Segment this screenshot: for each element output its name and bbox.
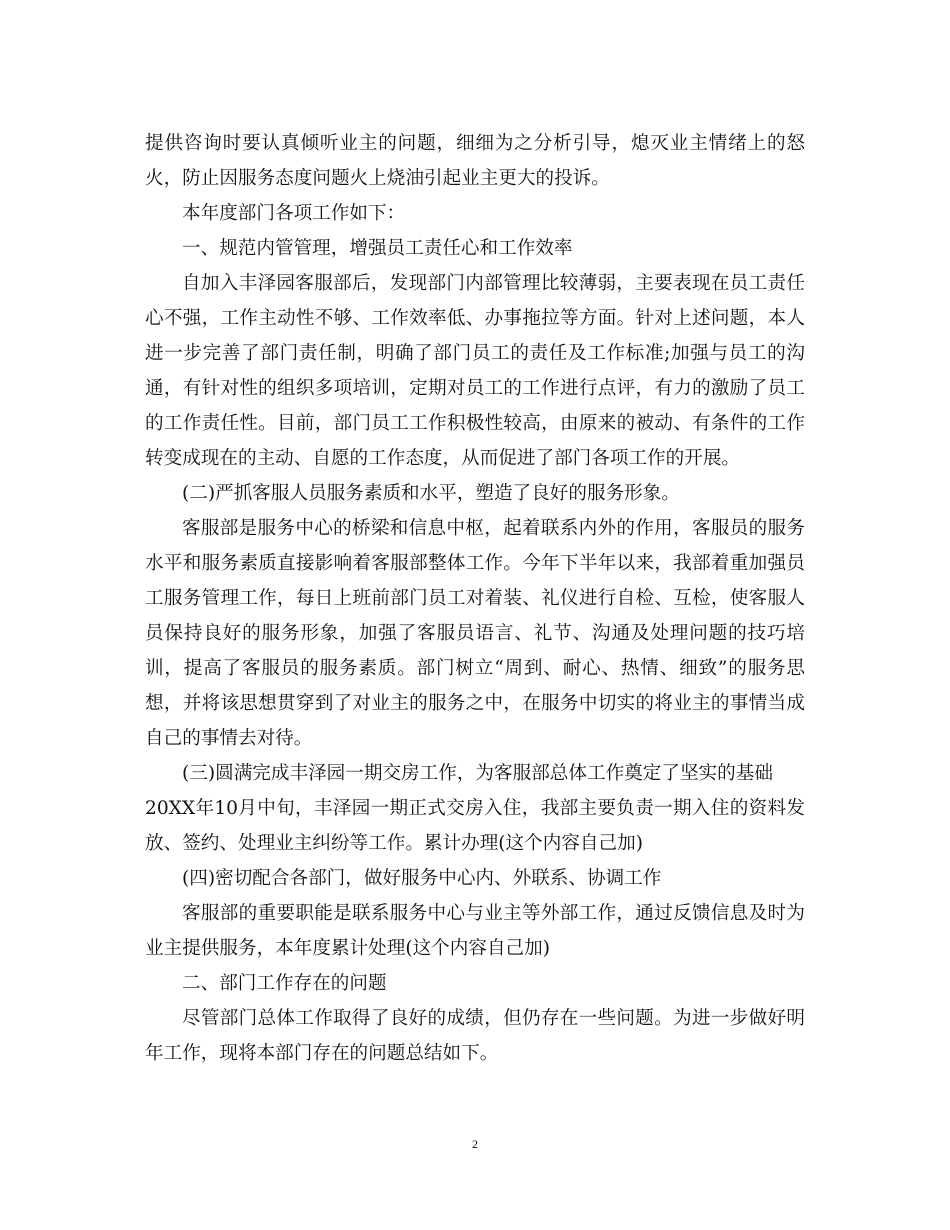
paragraph-line: 的工作责任性。目前，部门员工工作积极性较高，由原来的被动、有条件的工作: [145, 413, 805, 434]
paragraph-line: 自加入丰泽园客服部后，发现部门内部管理比较薄弱，主要表现在员工责任: [182, 273, 805, 294]
paragraph-line: 心不强，工作主动性不够、工作效率低、办事拖拉等方面。针对上述问题，本人: [145, 308, 805, 329]
paragraph-line: 水平和服务素质直接影响着客服部整体工作。今年下半年以来，我部着重加强员: [145, 553, 805, 574]
paragraph-line: 年工作，现将本部门存在的问题总结如下。: [145, 1043, 499, 1064]
paragraph-line: 员保持良好的服务形象，加强了客服员语言、礼节、沟通及处理问题的技巧培: [145, 623, 805, 644]
paragraph-line: 自己的事情去对待。: [145, 728, 313, 749]
section-heading: (三)圆满完成丰泽园一期交房工作，为客服部总体工作奠定了坚实的基础: [182, 763, 773, 784]
paragraph-line: 训，提高了客服员的服务素质。部门树立“周到、耐心、热情、细致”的服务思: [145, 658, 805, 679]
page-number: 2: [472, 1137, 478, 1151]
section-heading: (四)密切配合各部门，做好服务中心内、外联系、协调工作: [182, 868, 662, 889]
section-heading: 二、部门工作存在的问题: [182, 973, 387, 994]
paragraph-line: 20XX年10月中旬，丰泽园一期正式交房入住，我部主要负责一期入住的资料发: [145, 798, 805, 819]
paragraph-line: 想，并将该思想贯穿到了对业主的服务之中，在服务中切实的将业主的事情当成: [145, 693, 805, 714]
section-heading: (二)严抓客服人员服务素质和水平，塑造了良好的服务形象。: [182, 483, 680, 504]
paragraph-line: 客服部的重要职能是联系服务中心与业主等外部工作，通过反馈信息及时为: [182, 903, 805, 924]
paragraph-line: 客服部是服务中心的桥梁和信息中枢，起着联系内外的作用，客服员的服务: [182, 518, 805, 539]
paragraph-line: 本年度部门各项工作如下：: [182, 203, 406, 224]
paragraph-line: 火，防止因服务态度问题火上烧油引起业主更大的投诉。: [145, 168, 610, 189]
paragraph-line: 提供咨询时要认真倾听业主的问题，细细为之分析引导，熄灭业主情绪上的怒: [145, 133, 805, 154]
paragraph-line: 业主提供服务，本年度累计处理(这个内容自己加): [145, 938, 550, 959]
paragraph-line: 放、签约、处理业主纠纷等工作。累计办理(这个内容自己加): [145, 833, 643, 854]
document-body: [145, 126, 805, 1071]
paragraph-line: 转变成现在的主动、自愿的工作态度，从而促进了部门各项工作的开展。: [145, 448, 741, 469]
section-heading: 一、规范内管管理，增强员工责任心和工作效率: [182, 238, 573, 259]
paragraph-line: 工服务管理工作，每日上班前部门员工对着装、礼仪进行自检、互检，使客服人: [145, 588, 805, 609]
paragraph-line: 进一步完善了部门责任制，明确了部门员工的责任及工作标准;加强与员工的沟: [145, 343, 805, 364]
paragraph-line: 尽管部门总体工作取得了良好的成绩，但仍存在一些问题。为进一步做好明: [182, 1008, 805, 1029]
paragraph-line: 通，有针对性的组织多项培训，定期对员工的工作进行点评，有力的激励了员工: [145, 378, 805, 399]
